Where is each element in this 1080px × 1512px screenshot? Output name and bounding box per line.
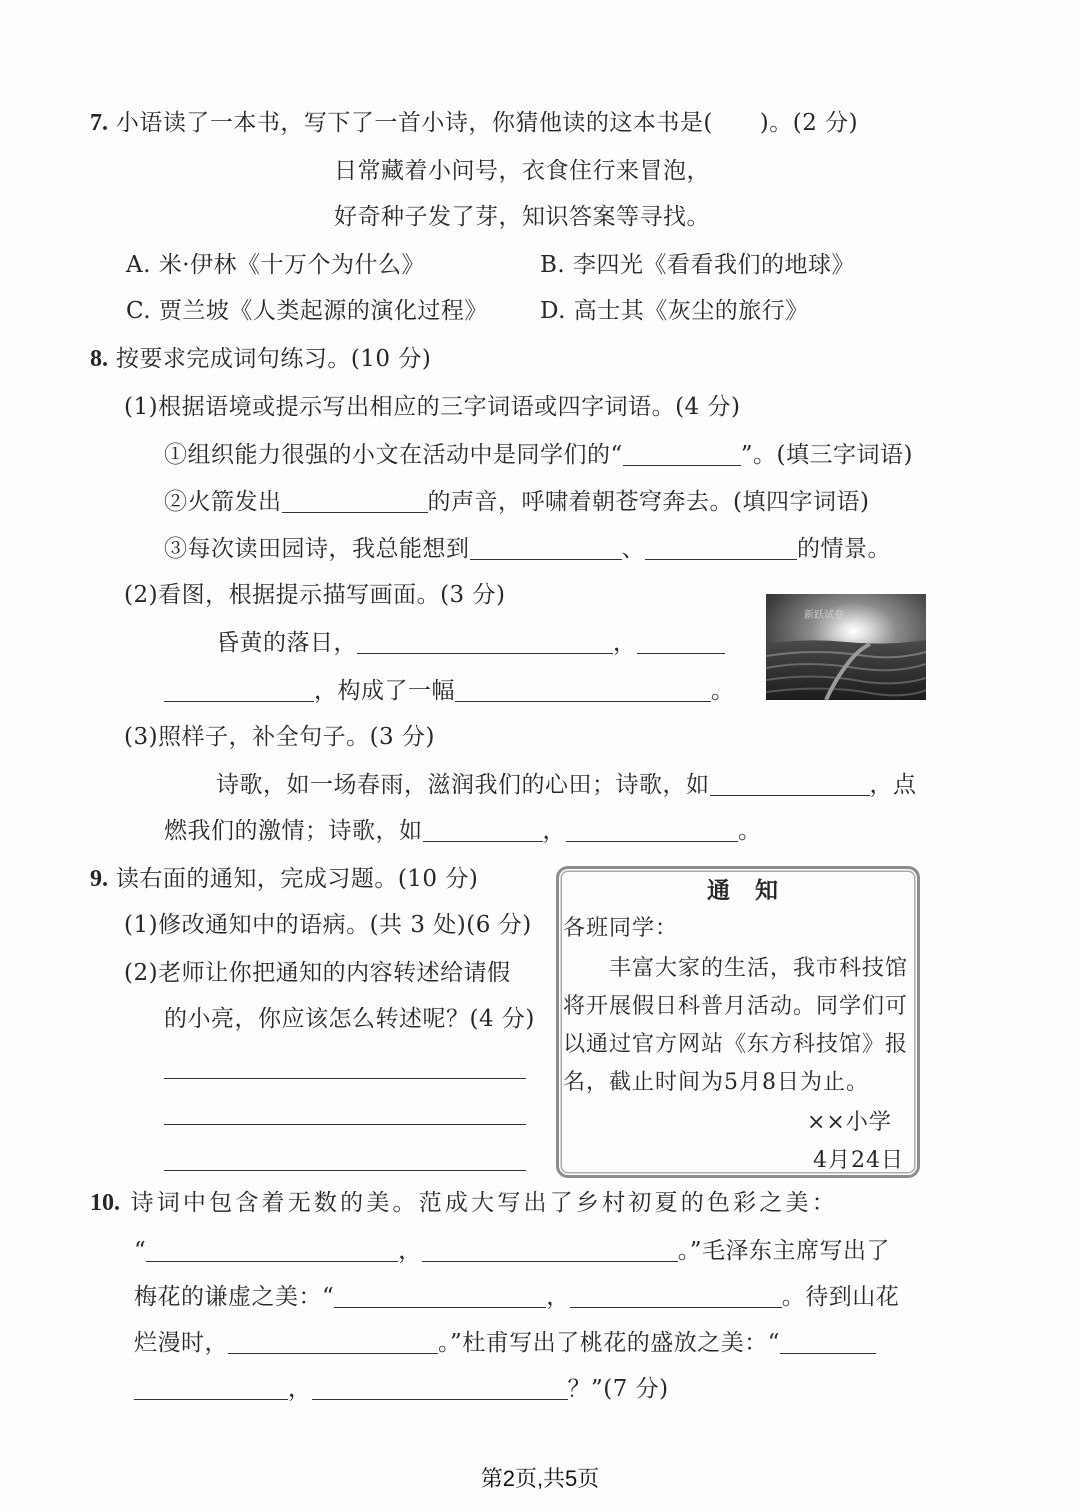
answer-blank[interactable] xyxy=(146,1237,398,1262)
q8-part1-c-pre: ③每次读田园诗，我总能想到 xyxy=(164,536,470,562)
q8-part3-line1-post: ，点 xyxy=(869,772,917,798)
answer-blank[interactable] xyxy=(334,1283,546,1308)
answer-line[interactable] xyxy=(164,1124,526,1125)
answer-blank[interactable] xyxy=(623,441,741,466)
answer-blank[interactable] xyxy=(423,817,543,842)
page-number: 第2页,共5页 xyxy=(480,1466,600,1491)
q8-part2-line1-pre: 昏黄的落日， xyxy=(216,630,357,656)
q10-line2-mid: ， xyxy=(398,1238,422,1264)
answer-line[interactable] xyxy=(164,1078,526,1079)
q10-line2-open: “ xyxy=(134,1238,147,1264)
q7-stem: 小语读了一本书，写下了一首小诗，你猜他读的这本书是( )。(2 分) xyxy=(115,110,859,136)
q8-part3-line1-pre: 诗歌，如一场春雨，滋润我们的心田；诗歌，如 xyxy=(216,772,710,798)
q7-option-c[interactable]: C. 贾兰坡《人类起源的演化过程》 xyxy=(126,298,488,324)
q7-option-b[interactable]: B. 李四光《看看我们的地球》 xyxy=(540,252,856,278)
q8-part1-a-post: ”。(填三字词语) xyxy=(740,442,913,468)
q8-part1-c-post: 的情景。 xyxy=(797,536,891,562)
q8-part1-b-pre: ②火箭发出 xyxy=(164,489,282,515)
q9-part1: (1)修改通知中的语病。(共 3 处)(6 分) xyxy=(124,912,532,938)
q10-line3-pre: 梅花的谦虚之美：“ xyxy=(134,1284,335,1310)
q8-part1-b-post: 的声音，呼啸着朝苍穹奔去。(填四字词语) xyxy=(427,489,870,515)
q9-part2-line1: (2)老师让你把通知的内容转述给请假 xyxy=(124,960,511,986)
q10-line5 xyxy=(134,1374,669,1404)
q7-poem-line2: 好奇种子发了芽，知识答案等寻找。 xyxy=(334,204,710,230)
q9-stem-line xyxy=(90,864,478,894)
q8-part1-c-mid: 、 xyxy=(621,536,645,562)
q8-part1-b xyxy=(164,487,869,517)
q10-line1 xyxy=(90,1188,838,1218)
q7-option-a[interactable]: A. 米·伊林《十万个为什么》 xyxy=(126,252,426,278)
q10-line3 xyxy=(134,1282,899,1312)
notice-date: 4月24日 xyxy=(813,1148,904,1173)
q10-line2 xyxy=(134,1236,890,1266)
q9-stem: 读右面的通知，完成习题。(10 分) xyxy=(115,866,479,892)
q8-part3-line2 xyxy=(164,816,762,846)
answer-blank[interactable] xyxy=(566,817,738,842)
q10-line3-mid: ， xyxy=(546,1284,570,1310)
q8-part3-line1 xyxy=(216,770,917,800)
q10-line1-text: 诗词中包含着无数的美。范成大写出了乡村初夏的色彩之美： xyxy=(130,1190,838,1216)
q7-stem-line xyxy=(90,108,858,138)
q8-part3-line2-pre: 燃我们的激情；诗歌，如 xyxy=(164,818,423,844)
q10-line4 xyxy=(134,1328,876,1358)
q8-number: 8. xyxy=(90,346,108,372)
notice-greeting: 各班同学： xyxy=(563,916,679,941)
notice-sender: ××小学 xyxy=(807,1110,892,1135)
photo-watermark: 新跃试卷 xyxy=(804,610,844,621)
q7-poem-line1: 日常藏着小问号，衣食住行来冒泡， xyxy=(334,158,710,184)
answer-blank[interactable] xyxy=(164,677,314,702)
answer-blank[interactable] xyxy=(312,1375,568,1400)
q8-stem: 按要求完成词句练习。(10 分) xyxy=(115,346,432,372)
q10-line4-post: 。”杜甫写出了桃花的盛放之美：“ xyxy=(438,1330,781,1356)
q8-part2-title: (2)看图，根据提示描写画面。(3 分) xyxy=(124,582,506,608)
notice-title: 通 知 xyxy=(707,877,779,904)
notice-body-line2: 将开展假日科普月活动。同学们可 xyxy=(563,994,909,1019)
answer-blank[interactable] xyxy=(422,1237,678,1262)
q10-number: 10. xyxy=(90,1190,120,1216)
q10-line2-post: 。”毛泽东主席写出了 xyxy=(677,1238,891,1264)
q10-line5-mid: ， xyxy=(288,1376,312,1402)
q8-part3-line2-mid: ， xyxy=(542,818,566,844)
q10-line5-post: ？”(7 分) xyxy=(567,1376,669,1402)
q9-part2-line2: 的小亮，你应该怎么转述呢？(4 分) xyxy=(164,1006,535,1032)
q8-part1-a xyxy=(164,440,913,470)
q10-line3-post: 。待到山花 xyxy=(781,1284,900,1310)
answer-blank[interactable] xyxy=(455,677,711,702)
answer-blank[interactable] xyxy=(637,629,725,654)
q9-number: 9. xyxy=(90,866,108,892)
q8-part3-line2-post: 。 xyxy=(738,818,762,844)
q8-part2-line1-mid: ， xyxy=(613,630,637,656)
answer-blank[interactable] xyxy=(282,488,428,513)
answer-line[interactable] xyxy=(164,1170,526,1171)
notice-box xyxy=(556,866,920,1178)
answer-blank[interactable] xyxy=(645,535,797,560)
q8-part2-line1 xyxy=(216,628,725,658)
notice-body-line1: 丰富大家的生活，我市科技馆 xyxy=(609,956,909,981)
notice-body-line3: 以通过官方网站《东方科技馆》报 xyxy=(563,1032,909,1057)
q8-part1-a-pre: ①组织能力很强的小文在活动中是同学们的“ xyxy=(164,442,623,468)
answer-blank[interactable] xyxy=(710,771,870,796)
answer-blank[interactable] xyxy=(357,629,613,654)
q7-option-d[interactable]: D. 高士其《灰尘的旅行》 xyxy=(540,298,809,324)
answer-blank[interactable] xyxy=(470,535,622,560)
sunset-terrace-photo xyxy=(766,594,926,700)
answer-blank[interactable] xyxy=(228,1329,438,1354)
q8-part2-line2-post: 。 xyxy=(711,678,735,704)
q8-part3-title: (3)照样子，补全句子。(3 分) xyxy=(124,724,435,750)
q10-line4-pre: 烂漫时， xyxy=(134,1330,228,1356)
q8-part1-c xyxy=(164,534,891,564)
answer-blank[interactable] xyxy=(570,1283,782,1308)
q8-stem-line xyxy=(90,344,431,374)
notice-body-line4: 名，截止时间为5月8日为止。 xyxy=(563,1070,869,1095)
answer-blank[interactable] xyxy=(134,1375,288,1400)
answer-blank[interactable] xyxy=(780,1329,876,1354)
q8-part2-line2-mid: ，构成了一幅 xyxy=(314,678,455,704)
q8-part1-title: (1)根据语境或提示写出相应的三字词语或四字词语。(4 分) xyxy=(124,394,741,420)
q8-part2-line2 xyxy=(164,676,735,706)
q7-number: 7. xyxy=(90,110,108,136)
